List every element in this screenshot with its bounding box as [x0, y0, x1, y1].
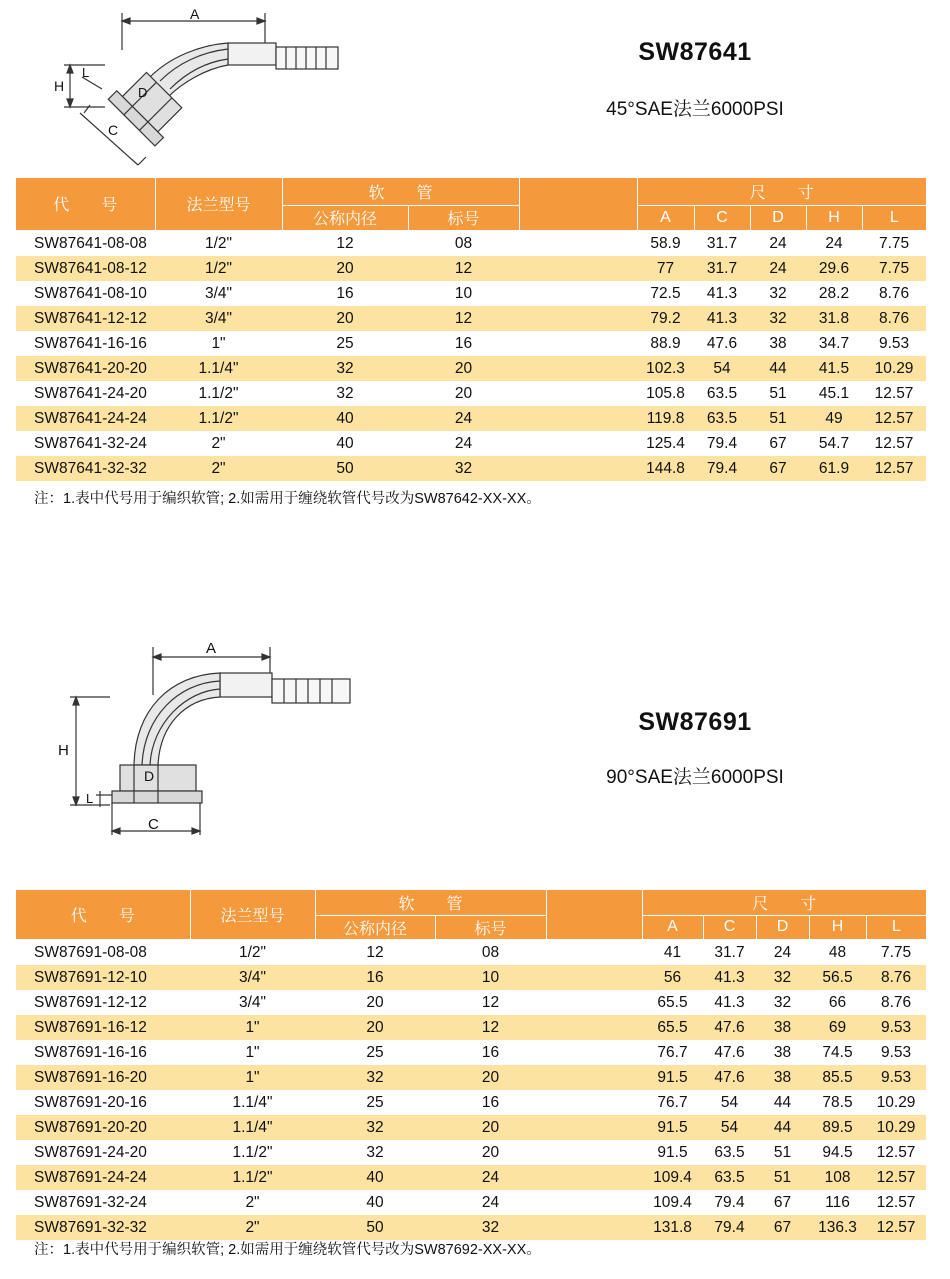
cell-blank	[519, 356, 637, 381]
cell-a: 105.8	[637, 381, 694, 406]
table-row	[16, 1140, 926, 1165]
cell-blank	[546, 1090, 642, 1115]
cell-h: 45.1	[806, 381, 862, 406]
cell-h: 136.3	[809, 1215, 866, 1240]
cell-code: SW87691-08-08	[16, 939, 190, 965]
cell-flange: 3/4"	[155, 306, 282, 331]
cell-l: 10.29	[862, 356, 926, 381]
cell-flange: 1"	[190, 1065, 315, 1090]
cell-l: 10.29	[866, 1115, 926, 1140]
cell-nominal: 20	[315, 1015, 435, 1040]
cell-code: SW87691-16-20	[16, 1065, 190, 1090]
cell-blank	[519, 306, 637, 331]
cell-d: 51	[750, 381, 806, 406]
cell-a: 88.9	[637, 331, 694, 356]
cell-flange: 2"	[155, 456, 282, 481]
cell-blank	[546, 1115, 642, 1140]
table-row	[16, 356, 926, 381]
cell-flange: 3/4"	[190, 965, 315, 990]
table-row	[16, 1090, 926, 1115]
cell-a: 76.7	[642, 1090, 703, 1115]
header-dim-h: H	[809, 915, 866, 939]
header-hose-mark: 标号	[435, 915, 546, 939]
header-dimensions: 尺 寸	[637, 178, 926, 205]
header-hose: 软 管	[282, 178, 519, 205]
cell-mark: 24	[408, 406, 519, 431]
cell-c: 79.4	[694, 456, 750, 481]
cell-a: 72.5	[637, 281, 694, 306]
cell-nominal: 40	[282, 406, 408, 431]
cell-code: SW87641-20-20	[16, 356, 155, 381]
cell-a: 131.8	[642, 1215, 703, 1240]
cell-code: SW87691-32-24	[16, 1190, 190, 1215]
cell-a: 125.4	[637, 431, 694, 456]
cell-d: 67	[756, 1215, 809, 1240]
cell-a: 109.4	[642, 1165, 703, 1190]
cell-h: 69	[809, 1015, 866, 1040]
cell-blank	[546, 965, 642, 990]
cell-code: SW87641-32-32	[16, 456, 155, 481]
table-row	[16, 306, 926, 331]
cell-h: 28.2	[806, 281, 862, 306]
cell-l: 8.76	[862, 281, 926, 306]
table-row	[16, 990, 926, 1015]
table-row	[16, 965, 926, 990]
cell-mark: 16	[435, 1040, 546, 1065]
cell-blank	[546, 1190, 642, 1215]
cell-l: 12.57	[866, 1140, 926, 1165]
cell-flange: 1"	[155, 331, 282, 356]
cell-d: 44	[750, 356, 806, 381]
cell-nominal: 32	[315, 1115, 435, 1140]
cell-mark: 08	[435, 939, 546, 965]
cell-nominal: 50	[282, 456, 408, 481]
cell-mark: 24	[435, 1165, 546, 1190]
cell-d: 44	[756, 1115, 809, 1140]
header-hose: 软 管	[315, 890, 546, 915]
header-flange-type: 法兰型号	[190, 890, 315, 939]
product-model-title: SW87641	[638, 38, 752, 66]
cell-code: SW87641-08-08	[16, 230, 155, 256]
table-row	[16, 331, 926, 356]
cell-c: 41.3	[703, 990, 756, 1015]
cell-l: 12.57	[866, 1190, 926, 1215]
cell-h: 41.5	[806, 356, 862, 381]
cell-l: 12.57	[862, 381, 926, 406]
cell-a: 79.2	[637, 306, 694, 331]
cell-l: 8.76	[866, 965, 926, 990]
table-row	[16, 256, 926, 281]
table-row	[16, 406, 926, 431]
header-dim-a: A	[637, 205, 694, 230]
cell-flange: 3/4"	[155, 281, 282, 306]
product-subtitle: 45°SAE法兰6000PSI	[606, 99, 784, 120]
cell-a: 56	[642, 965, 703, 990]
cell-code: SW87641-16-16	[16, 331, 155, 356]
cell-blank	[546, 1065, 642, 1090]
cell-blank	[546, 1215, 642, 1240]
cell-c: 63.5	[703, 1140, 756, 1165]
cell-l: 12.57	[862, 406, 926, 431]
cell-mark: 10	[435, 965, 546, 990]
cell-c: 41.3	[694, 281, 750, 306]
cell-d: 67	[756, 1190, 809, 1215]
cell-d: 38	[756, 1040, 809, 1065]
cell-nominal: 16	[315, 965, 435, 990]
cell-mark: 20	[435, 1065, 546, 1090]
table-row	[16, 1065, 926, 1090]
table-note: 注：1.表中代号用于编织软管; 2.如需用于缠绕软管代号改为SW87692-XX-XX。	[34, 1242, 541, 1258]
cell-code: SW87641-32-24	[16, 431, 155, 456]
cell-code: SW87691-12-12	[16, 990, 190, 1015]
cell-nominal: 25	[282, 331, 408, 356]
cell-a: 76.7	[642, 1040, 703, 1065]
header-dim-d: D	[756, 915, 809, 939]
cell-nominal: 16	[282, 281, 408, 306]
cell-flange: 1.1/2"	[155, 406, 282, 431]
header-hose-nominal: 公称内径	[315, 915, 435, 939]
cell-a: 119.8	[637, 406, 694, 431]
cell-mark: 08	[408, 230, 519, 256]
cell-a: 144.8	[637, 456, 694, 481]
cell-nominal: 32	[315, 1065, 435, 1090]
cell-mark: 20	[408, 356, 519, 381]
product-model-title: SW87691	[638, 708, 752, 736]
cell-l: 7.75	[862, 230, 926, 256]
cell-c: 79.4	[703, 1190, 756, 1215]
cell-l: 8.76	[862, 306, 926, 331]
cell-c: 31.7	[694, 256, 750, 281]
cell-mark: 24	[435, 1190, 546, 1215]
table-row	[16, 1190, 926, 1215]
cell-c: 41.3	[694, 306, 750, 331]
spec-table-body	[16, 939, 926, 1240]
cell-nominal: 50	[315, 1215, 435, 1240]
cell-h: 31.8	[806, 306, 862, 331]
cell-flange: 1.1/2"	[190, 1140, 315, 1165]
product-section-sw87641	[0, 0, 950, 520]
cell-a: 91.5	[642, 1140, 703, 1165]
cell-flange: 1.1/4"	[155, 356, 282, 381]
dimension-label-h: H	[54, 78, 65, 94]
cell-blank	[546, 1140, 642, 1165]
cell-h: 49	[806, 406, 862, 431]
cell-l: 9.53	[866, 1065, 926, 1090]
table-row	[16, 456, 926, 481]
cell-flange: 2"	[190, 1190, 315, 1215]
cell-h: 116	[809, 1190, 866, 1215]
cell-flange: 2"	[190, 1215, 315, 1240]
fitting-90-degree-drawing	[50, 635, 370, 850]
table-row	[16, 1165, 926, 1190]
cell-l: 7.75	[866, 939, 926, 965]
table-row	[16, 281, 926, 306]
cell-d: 32	[750, 281, 806, 306]
cell-nominal: 32	[282, 356, 408, 381]
cell-mark: 12	[408, 306, 519, 331]
cell-blank	[546, 990, 642, 1015]
cell-blank	[519, 281, 637, 306]
cell-code: SW87691-24-20	[16, 1140, 190, 1165]
cell-blank	[519, 431, 637, 456]
spec-table-sw87641	[16, 178, 926, 481]
table-row	[16, 381, 926, 406]
cell-a: 91.5	[642, 1115, 703, 1140]
cell-d: 67	[750, 456, 806, 481]
cell-flange: 1/2"	[190, 939, 315, 965]
cell-d: 51	[756, 1165, 809, 1190]
cell-nominal: 32	[282, 381, 408, 406]
cell-c: 41.3	[703, 965, 756, 990]
table-row	[16, 1115, 926, 1140]
cell-blank	[519, 456, 637, 481]
cell-c: 47.6	[703, 1015, 756, 1040]
cell-nominal: 20	[282, 306, 408, 331]
cell-code: SW87691-16-12	[16, 1015, 190, 1040]
cell-blank	[519, 230, 637, 256]
cell-l: 7.75	[862, 256, 926, 281]
cell-code: SW87691-32-32	[16, 1215, 190, 1240]
cell-blank	[519, 331, 637, 356]
cell-h: 85.5	[809, 1065, 866, 1090]
table-note: 注：1.表中代号用于编织软管; 2.如需用于缠绕软管代号改为SW87642-XX-XX。	[34, 491, 541, 507]
table-row	[16, 230, 926, 256]
spec-table-sw87691	[16, 890, 926, 1240]
cell-a: 58.9	[637, 230, 694, 256]
cell-a: 77	[637, 256, 694, 281]
cell-h: 94.5	[809, 1140, 866, 1165]
cell-code: SW87691-20-20	[16, 1115, 190, 1140]
cell-blank	[546, 1165, 642, 1190]
cell-flange: 1.1/4"	[190, 1115, 315, 1140]
header-blank	[519, 178, 637, 230]
cell-mark: 32	[408, 456, 519, 481]
cell-d: 24	[756, 939, 809, 965]
header-dim-c: C	[703, 915, 756, 939]
cell-h: 74.5	[809, 1040, 866, 1065]
cell-c: 63.5	[703, 1165, 756, 1190]
cell-c: 47.6	[703, 1040, 756, 1065]
cell-nominal: 40	[282, 431, 408, 456]
header-code: 代 号	[16, 890, 190, 939]
cell-a: 65.5	[642, 990, 703, 1015]
cell-nominal: 25	[315, 1040, 435, 1065]
cell-c: 31.7	[694, 230, 750, 256]
cell-code: SW87641-08-10	[16, 281, 155, 306]
table-row	[16, 1040, 926, 1065]
cell-d: 32	[756, 990, 809, 1015]
cell-c: 54	[703, 1115, 756, 1140]
dimension-label-l: L	[82, 65, 90, 80]
dimension-label-c: C	[108, 122, 119, 138]
cell-a: 91.5	[642, 1065, 703, 1090]
cell-blank	[546, 1015, 642, 1040]
cell-c: 54	[694, 356, 750, 381]
cell-nominal: 40	[315, 1165, 435, 1190]
cell-flange: 1/2"	[155, 256, 282, 281]
cell-l: 12.57	[862, 431, 926, 456]
cell-a: 109.4	[642, 1190, 703, 1215]
cell-d: 38	[756, 1015, 809, 1040]
table-row	[16, 1215, 926, 1240]
cell-code: SW87691-24-24	[16, 1165, 190, 1190]
product-subtitle: 90°SAE法兰6000PSI	[606, 767, 784, 788]
cell-h: 48	[809, 939, 866, 965]
cell-l: 12.57	[862, 456, 926, 481]
cell-mark: 12	[435, 1015, 546, 1040]
header-dimensions: 尺 寸	[642, 890, 926, 915]
cell-mark: 10	[408, 281, 519, 306]
cell-nominal: 40	[315, 1190, 435, 1215]
header-hose-nominal: 公称内径	[282, 205, 408, 230]
cell-d: 24	[750, 256, 806, 281]
cell-l: 9.53	[866, 1040, 926, 1065]
table-row	[16, 939, 926, 965]
cell-h: 61.9	[806, 456, 862, 481]
cell-h: 66	[809, 990, 866, 1015]
cell-c: 31.7	[703, 939, 756, 965]
cell-flange: 1.1/4"	[190, 1090, 315, 1115]
cell-c: 54	[703, 1090, 756, 1115]
cell-code: SW87641-12-12	[16, 306, 155, 331]
cell-mark: 24	[408, 431, 519, 456]
cell-blank	[519, 406, 637, 431]
cell-blank	[546, 1040, 642, 1065]
cell-code: SW87641-24-20	[16, 381, 155, 406]
cell-nominal: 20	[315, 990, 435, 1015]
header-dim-l: L	[862, 205, 926, 230]
cell-l: 9.53	[866, 1015, 926, 1040]
cell-code: SW87641-24-24	[16, 406, 155, 431]
dimension-label-h: H	[58, 742, 69, 759]
cell-mark: 16	[408, 331, 519, 356]
cell-flange: 2"	[155, 431, 282, 456]
cell-code: SW87641-08-12	[16, 256, 155, 281]
cell-l: 8.76	[866, 990, 926, 1015]
cell-d: 32	[756, 965, 809, 990]
cell-mark: 32	[435, 1215, 546, 1240]
cell-d: 38	[750, 331, 806, 356]
cell-mark: 12	[408, 256, 519, 281]
cell-h: 78.5	[809, 1090, 866, 1115]
dimension-label-d: D	[138, 85, 148, 100]
product-section-sw87691	[0, 620, 950, 1279]
table-row	[16, 431, 926, 456]
cell-flange: 3/4"	[190, 990, 315, 1015]
cell-flange: 1"	[190, 1015, 315, 1040]
header-code: 代 号	[16, 178, 155, 230]
cell-code: SW87691-20-16	[16, 1090, 190, 1115]
cell-mark: 20	[435, 1115, 546, 1140]
cell-mark: 12	[435, 990, 546, 1015]
cell-mark: 20	[408, 381, 519, 406]
header-dim-a: A	[642, 915, 703, 939]
cell-h: 54.7	[806, 431, 862, 456]
cell-nominal: 20	[282, 256, 408, 281]
cell-a: 41	[642, 939, 703, 965]
cell-d: 38	[756, 1065, 809, 1090]
cell-nominal: 32	[315, 1140, 435, 1165]
cell-h: 108	[809, 1165, 866, 1190]
cell-nominal: 12	[315, 939, 435, 965]
cell-a: 65.5	[642, 1015, 703, 1040]
cell-flange: 1"	[190, 1040, 315, 1065]
dimension-label-c: C	[148, 816, 159, 833]
cell-l: 9.53	[862, 331, 926, 356]
header-flange-type: 法兰型号	[155, 178, 282, 230]
cell-d: 51	[750, 406, 806, 431]
table-row	[16, 1015, 926, 1040]
cell-c: 63.5	[694, 406, 750, 431]
fitting-45-degree-drawing	[50, 5, 360, 170]
cell-h: 24	[806, 230, 862, 256]
cell-c: 47.6	[694, 331, 750, 356]
header-blank	[546, 890, 642, 939]
header-dim-c: C	[694, 205, 750, 230]
cell-l: 12.57	[866, 1165, 926, 1190]
cell-blank	[519, 256, 637, 281]
spec-table-body	[16, 230, 926, 481]
header-dim-d: D	[750, 205, 806, 230]
dimension-label-a: A	[206, 640, 217, 657]
cell-d: 32	[750, 306, 806, 331]
header-dim-h: H	[806, 205, 862, 230]
dimension-label-a: A	[190, 6, 200, 22]
cell-code: SW87691-16-16	[16, 1040, 190, 1065]
cell-a: 102.3	[637, 356, 694, 381]
cell-h: 34.7	[806, 331, 862, 356]
cell-flange: 1/2"	[155, 230, 282, 256]
cell-c: 47.6	[703, 1065, 756, 1090]
dimension-label-l: L	[86, 791, 94, 806]
cell-c: 63.5	[694, 381, 750, 406]
cell-d: 44	[756, 1090, 809, 1115]
header-hose-mark: 标号	[408, 205, 519, 230]
cell-h: 29.6	[806, 256, 862, 281]
cell-blank	[546, 939, 642, 965]
cell-d: 24	[750, 230, 806, 256]
cell-d: 51	[756, 1140, 809, 1165]
cell-nominal: 25	[315, 1090, 435, 1115]
cell-flange: 1.1/2"	[155, 381, 282, 406]
cell-l: 12.57	[866, 1215, 926, 1240]
cell-blank	[519, 381, 637, 406]
cell-nominal: 12	[282, 230, 408, 256]
dimension-label-d: D	[144, 768, 155, 784]
cell-c: 79.4	[703, 1215, 756, 1240]
cell-code: SW87691-12-10	[16, 965, 190, 990]
cell-d: 67	[750, 431, 806, 456]
cell-flange: 1.1/2"	[190, 1165, 315, 1190]
cell-mark: 20	[435, 1140, 546, 1165]
cell-h: 89.5	[809, 1115, 866, 1140]
cell-h: 56.5	[809, 965, 866, 990]
cell-l: 10.29	[866, 1090, 926, 1115]
cell-mark: 16	[435, 1090, 546, 1115]
cell-c: 79.4	[694, 431, 750, 456]
header-dim-l: L	[866, 915, 926, 939]
